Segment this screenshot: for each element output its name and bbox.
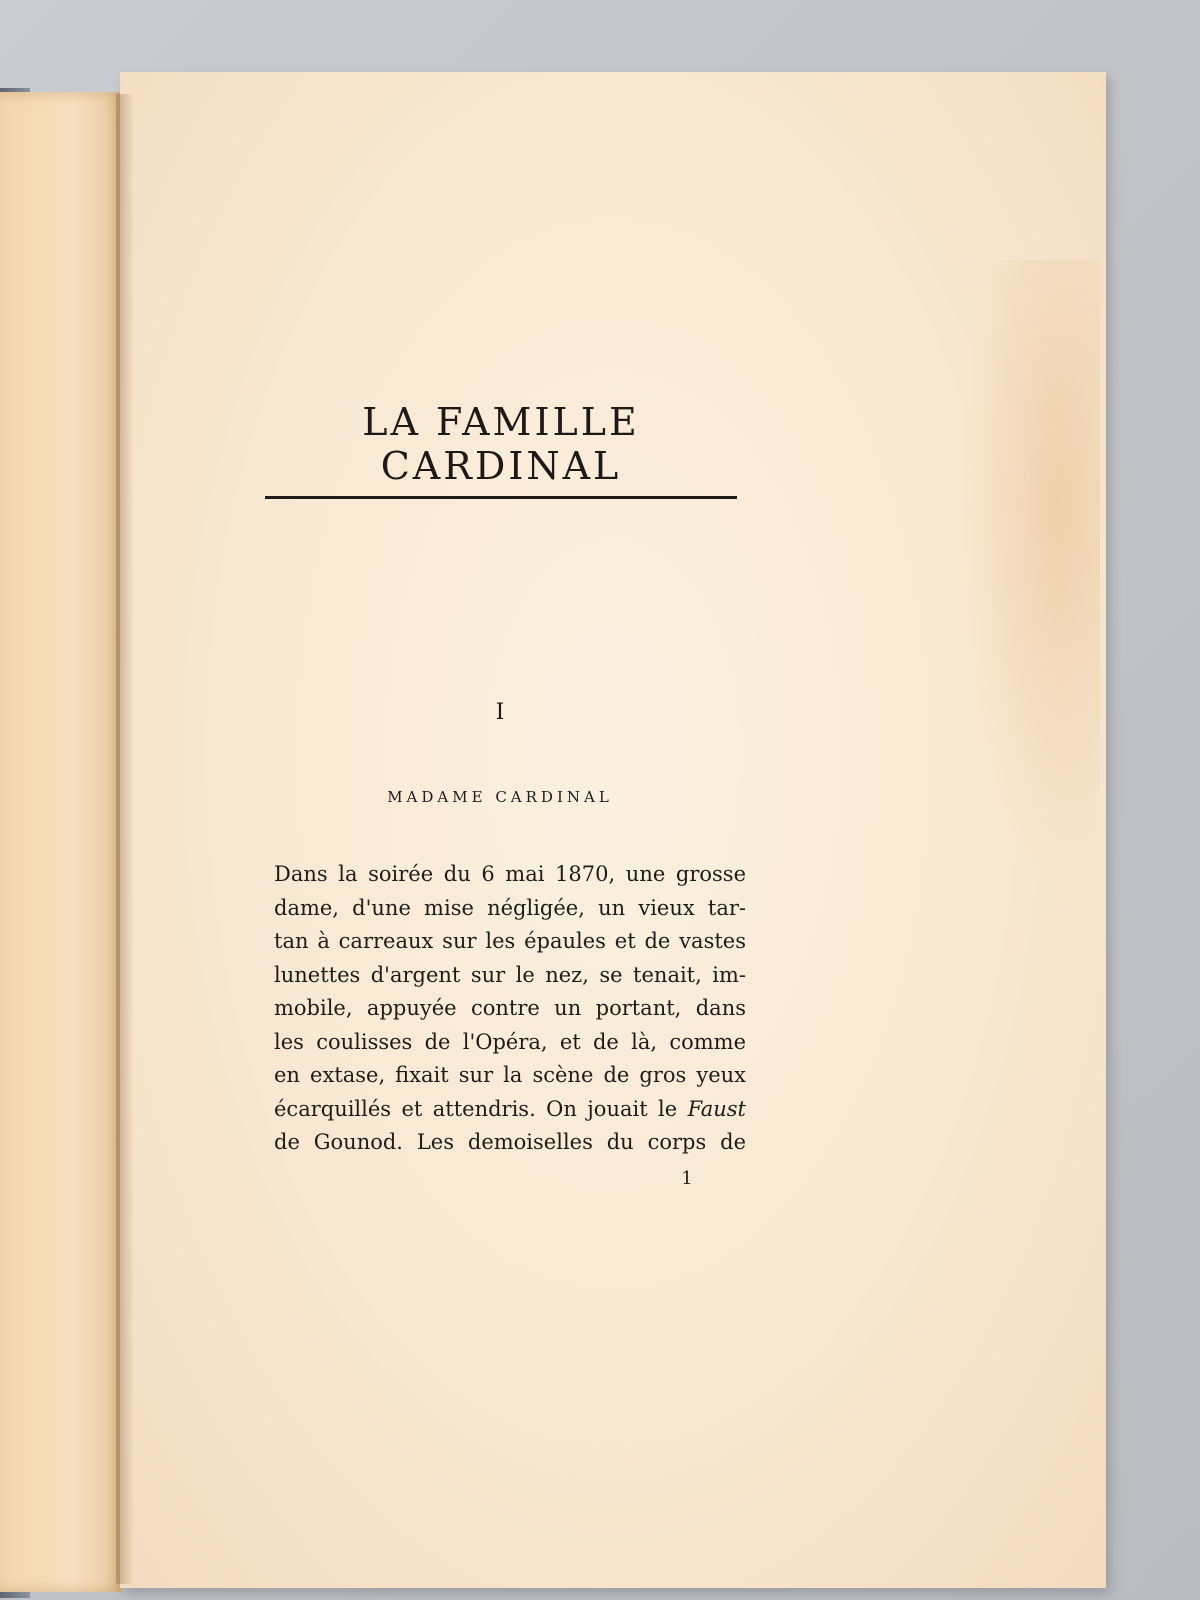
body-text bbox=[274, 858, 746, 1160]
text-line: mobile, appuyée contre un portant, dans bbox=[274, 996, 746, 1020]
text-line: Dans la soirée du 6 mai 1870, une grosse bbox=[274, 862, 746, 886]
text-line: tan à carreaux sur les épaules et de vastes bbox=[274, 929, 746, 953]
text-line: les coulisses de l'Opéra, et de là, comme bbox=[274, 1029, 746, 1054]
text-line-with-italic bbox=[274, 1093, 746, 1127]
left-page bbox=[0, 92, 122, 1592]
text-line: écarquillés et attendris. On jouait le bbox=[274, 1096, 688, 1121]
right-page bbox=[120, 72, 1106, 1588]
text-line: de Gounod. Les demoiselles du corps de bbox=[274, 1130, 746, 1154]
page-gutter bbox=[116, 94, 134, 1584]
page-number: 1 bbox=[681, 1168, 693, 1189]
book-title: LA FAMILLE CARDINAL bbox=[362, 400, 640, 488]
italic-word: Faust bbox=[687, 1096, 746, 1121]
chapter-number: I bbox=[495, 700, 505, 725]
text-line: lunettes d'argent sur le nez, se tenait, im- bbox=[274, 962, 746, 987]
text-line: en extase, fixait sur la scène de gros yeux bbox=[274, 1063, 746, 1087]
chapter-title: MADAME CARDINAL bbox=[387, 788, 613, 806]
title-rule bbox=[265, 496, 737, 499]
text-line: dame, d'une mise négligée, un vieux tar- bbox=[274, 895, 746, 920]
